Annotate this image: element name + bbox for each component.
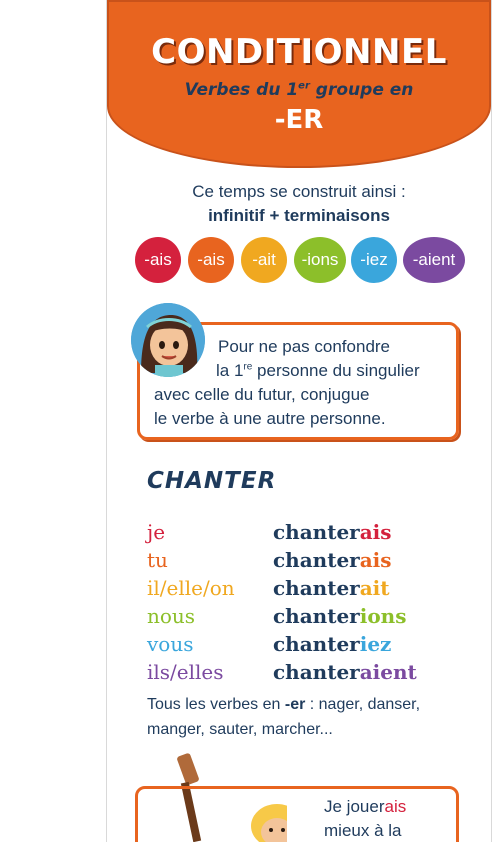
verb-title: CHANTER [147,468,277,494]
ending-label: -iez [360,250,388,269]
pronoun-vous: vous [147,632,194,656]
conjugation-il-elle-on [273,576,390,600]
note-pre: Tous les verbes en [147,696,285,713]
ending: ait [359,576,390,600]
tip-line-2-pre: la 1 [216,361,244,380]
note-post: : nager, danser, [305,696,421,713]
pronoun-tu: tu [147,548,168,572]
conjugation-card [106,0,492,842]
note-line-2: manger, sauter, marcher... [147,721,333,738]
subtitle-post: groupe en [309,80,414,100]
pronoun-ils-elles: ils/elles [147,660,224,684]
header-banner [107,0,491,168]
subtitle-sup: er [298,80,310,92]
stem: chanter [273,520,360,544]
ending-badge-5 [351,237,397,283]
stem: chanter [273,548,360,572]
ending-badge-6 [403,237,465,283]
subtitle-pre: Verbes du 1 [184,80,299,100]
conjugation-je [273,520,392,544]
conjugation-vous [273,632,391,656]
endings-row [135,237,465,283]
page-title: CONDITIONNEL [151,32,447,72]
ending: ions [359,604,407,628]
tip2-ending: ais [384,797,407,816]
page-subtitle-suffix: -ER [274,105,324,135]
stem: chanter [273,604,360,628]
pronoun-je: je [147,520,166,544]
note-line-1 [147,696,467,714]
tip-line-1: Pour ne pas confondre [218,337,391,356]
ending-label: -aient [412,250,456,269]
ending-label: -ais [197,250,225,269]
ending-badge-4 [294,237,346,283]
ending-label: -ait [252,250,276,269]
page-subtitle [109,80,489,100]
ending-badge-2 [188,237,234,283]
tip-box-2 [135,786,459,842]
tip-line-2-sup: re [243,361,253,373]
note-bold: -er [284,696,306,713]
ending: ais [359,520,392,544]
pronoun-il-elle-on: il/elle/on [147,576,235,600]
conjugation-tu [273,548,392,572]
ending: aient [359,660,417,684]
ending: iez [359,632,392,656]
tip-line-4: le verbe à une autre personne. [154,409,386,428]
stem: chanter [273,660,360,684]
tip-line-2 [216,361,420,381]
intro-line-1: Ce temps se construit ainsi : [192,182,406,201]
ending-label: -ions [301,250,339,269]
tip2-stem: Je jouer [324,797,385,816]
pronoun-nous: nous [147,604,196,628]
ending-label: -ais [144,250,172,269]
ending-badge-1 [135,237,181,283]
conjugation-nous [273,604,406,628]
ending: ais [359,548,392,572]
girl-avatar-illustration [131,303,205,377]
tip2-line-2: mieux à la [324,821,402,840]
tip-line-3: avec celle du futur, conjugue [154,385,370,404]
conjugation-ils-elles [273,660,417,684]
ending-badge-3 [241,237,287,283]
stem: chanter [273,632,360,656]
tip2-line-1 [324,797,406,817]
intro-line-2: infinitif + terminaisons [208,206,390,225]
girl-face-icon [131,303,205,377]
stem: chanter [273,576,360,600]
tip-line-2-post: personne du singulier [252,361,420,380]
